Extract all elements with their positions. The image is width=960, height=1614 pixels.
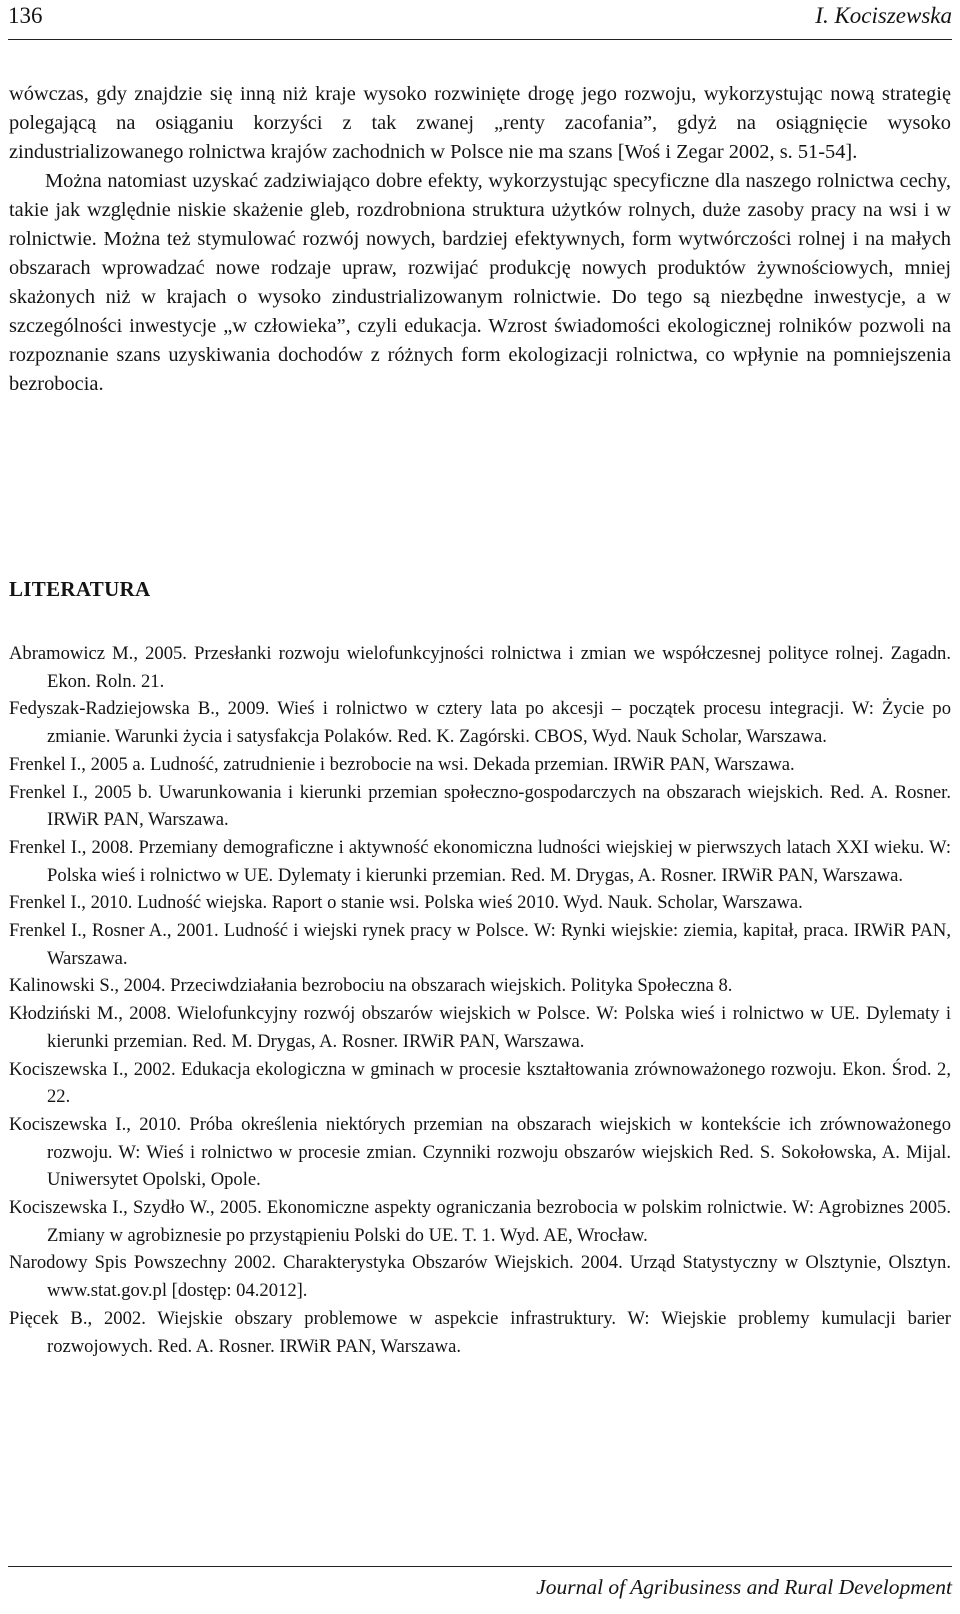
reference-item: Frenkel I., 2008. Przemiany demograficzne i aktywność ekonomiczna ludności wiejskiej w pierwszych latach XXI wieku. W: Polska wieś i rolnictwo w UE. Dylematy i kierunki przemian. Red. M. Drygas, A. Rosner. IRWiR PAN, Warszawa. bbox=[9, 836, 951, 886]
body-paragraph: Można natomiast uzyskać zadziwiająco dobre efekty, wykorzystując specyficzne dla naszego rolnictwa cechy, takie jak względnie niskie skażenie gleb, rozdrobniona struktura użytków rolnych, duże zasoby pracy na wsi i w rolnictwie. Można też stymulować rozwój nowych, bardziej efektywnych, form wytwórczości rolnej i na małych obszarach wprowadzać nowe rodzaje upraw, rozwijać produkcję nowych produktów żywnościowych, mniej skażonych niż w krajach o wysoko zindustrializowanym rolnictwie. Do tego są niezbędne inwestycje, a w szczególności inwestycje „w człowieka”, czyli edukacja. Wzrost świadomości ekologicznej rolników pozwoli na rozpoznanie szans uzyskiwania dochodów z różnych form ekologizacji rolnictwa, co wpłynie na pomniejszenia bezrobocia. bbox=[9, 170, 951, 395]
section-title: LITERATURA bbox=[9, 577, 151, 601]
reference-item: Narodowy Spis Powszechny 2002. Charakterystyka Obszarów Wiejskich. 2004. Urząd Statystyczny w Olsztynie, Olsztyn. www.stat.gov.pl [dostęp: 04.2012]. bbox=[9, 1252, 951, 1302]
reference-item: Kalinowski S., 2004. Przeciwdziałania bezrobociu na obszarach wiejskich. Polityka Społeczna 8. bbox=[9, 975, 733, 997]
page-header bbox=[0, 0, 960, 44]
reference-item: Kociszewska I., Szydło W., 2005. Ekonomiczne aspekty ograniczania bezrobocia w polskim rolnictwie. W: Agrobiznes 2005. Zmiany w agrobiznesie po przystąpieniu Polski do UE. T. 1. Wyd. AE, Wrocław. bbox=[9, 1197, 951, 1246]
header-rule bbox=[8, 39, 952, 40]
reference-item: Frenkel I., 2005 b. Uwarunkowania i kierunki przemian społeczno-gospodarczych na obszarach wiejskich. Red. A. Rosner. IRWiR PAN, Warszawa. bbox=[9, 781, 951, 831]
reference-item: Pięcek B., 2002. Wiejskie obszary problemowe w aspekcie infrastruktury. W: Wiejskie problemy kumulacji barier rozwojowych. Red. A. Rosner. IRWiR PAN, Warszawa. bbox=[9, 1307, 951, 1357]
reference-item: Abramowicz M., 2005. Przesłanki rozwoju wielofunkcyjności rolnictwa i zmian we współczesnej polityce rolnej. Zagadn. Ekon. Roln. 21. bbox=[9, 643, 951, 692]
reference-item: Fedyszak-Radziejowska B., 2009. Wieś i rolnictwo w cztery lata po akcesji – początek procesu integracji. W: Życie po zmianie. Warunki życia i satysfakcja Polaków. Red. K. Zagórski. CBOS, Wyd. Nauk Scholar, Warszawa. bbox=[9, 698, 951, 748]
body-text bbox=[9, 80, 951, 399]
footer-rule bbox=[8, 1566, 952, 1567]
journal-footer: Journal of Agribusiness and Rural Development bbox=[536, 1575, 952, 1599]
reference-item: Frenkel I., Rosner A., 2001. Ludność i wiejski rynek pracy w Polsce. W: Rynki wiejskie: ziemia, kapitał, praca. IRWiR PAN, Warszawa. bbox=[9, 920, 951, 969]
body-paragraph: wówczas, gdy znajdzie się inną niż kraje wysoko rozwinięte drogę jego rozwoju, wykorzystując nową strategię polegającą na osiąganiu korzyści z tak zwanej „renty zacofania”, gdyż na osiągnięcie wysoko zindustrializowanego rolnictwa krajów zachodnich w Polsce nie ma szans [Woś i Zegar 2002, s. 51-54]. bbox=[9, 83, 951, 163]
reference-item: Kociszewska I., 2002. Edukacja ekologiczna w gminach w procesie kształtowania zrównoważonego rozwoju. Ekon. Środ. 2, 22. bbox=[9, 1058, 951, 1108]
reference-list bbox=[9, 640, 951, 1360]
running-head-author: I. Kociszewska bbox=[815, 3, 952, 28]
reference-item: Kociszewska I., 2010. Próba określenia niektórych przemian na obszarach wiejskich w kontekście ich zrównoważonego rozwoju. W: Wieś i rolnictwo w procesie zmian. Czynniki rozwoju obszarów wiejskich Red. S. Sokołowska, A. Mijal. Uniwersytet Opolski, Opole. bbox=[9, 1113, 951, 1191]
reference-item: Frenkel I., 2010. Ludność wiejska. Raport o stanie wsi. Polska wieś 2010. Wyd. Nauk. Scholar, Warszawa. bbox=[9, 892, 803, 914]
page-number: 136 bbox=[8, 3, 43, 28]
reference-item: Kłodziński M., 2008. Wielofunkcyjny rozwój obszarów wiejskich w Polsce. W: Polska wieś i rolnictwo w UE. Dylematy i kierunki przemian. Red. M. Drygas, A. Rosner. IRWiR PAN, Warszawa. bbox=[9, 1003, 951, 1052]
reference-item: Frenkel I., 2005 a. Ludność, zatrudnienie i bezrobocie na wsi. Dekada przemian. IRWiR PAN, Warszawa. bbox=[9, 753, 795, 775]
